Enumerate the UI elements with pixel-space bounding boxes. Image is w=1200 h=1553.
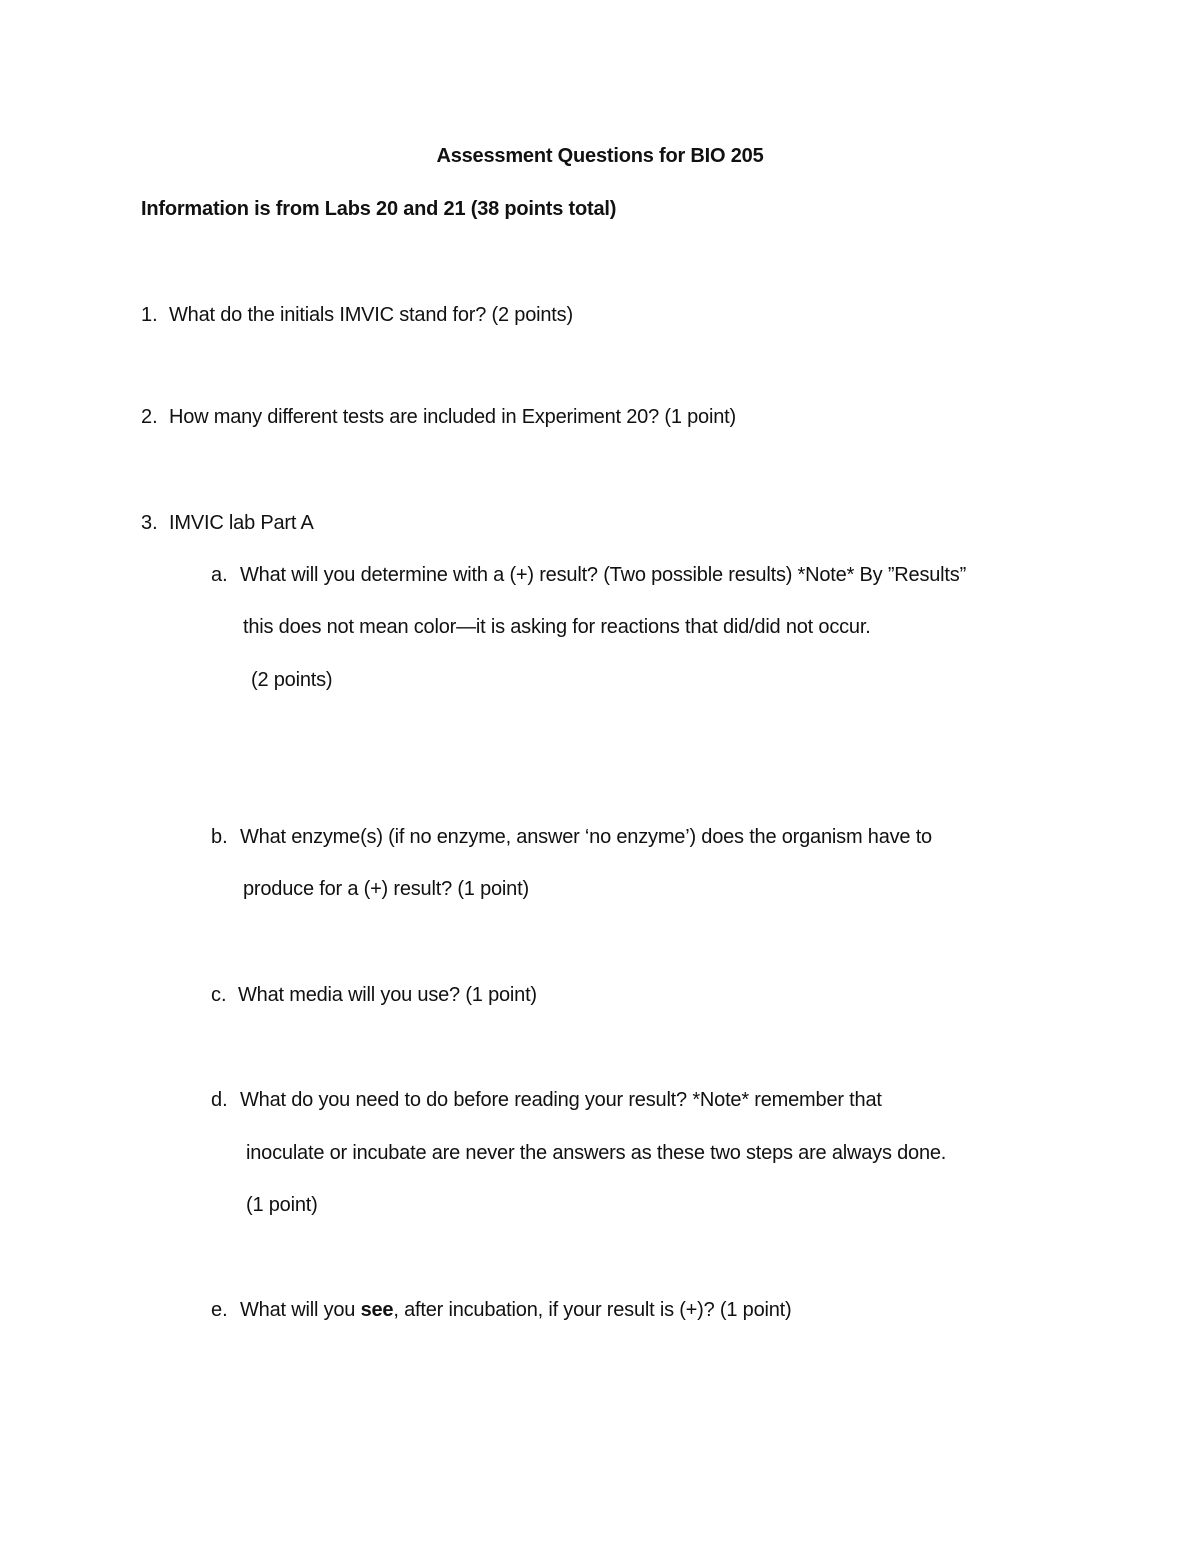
question-number: 3. xyxy=(141,512,158,534)
question-number: 2. xyxy=(141,406,158,428)
subquestion-text: What will you determine with a (+) result? (Two possible results) *Note* By ”Results” xyxy=(240,564,967,586)
page-subtitle: Information is from Labs 20 and 21 (38 points total) xyxy=(141,198,617,220)
subquestion-text-pre: What will you xyxy=(240,1299,361,1321)
subquestion-text: What enzyme(s) (if no enzyme, answer ‘no enzyme’) does the organism have to xyxy=(240,826,932,848)
question-text: How many different tests are included in Experiment 20? (1 point) xyxy=(169,406,736,428)
subquestion-marker: e. xyxy=(211,1299,228,1321)
subquestion-marker: a. xyxy=(211,564,228,586)
subquestion-points: (1 point) xyxy=(246,1194,318,1216)
subquestion-marker: c. xyxy=(211,984,227,1006)
subquestion-text: this does not mean color—it is asking for reactions that did/did not occur. xyxy=(243,616,871,638)
subquestion-marker: b. xyxy=(211,826,228,848)
question-text: IMVIC lab Part A xyxy=(169,512,314,534)
subquestion-text: What do you need to do before reading your result? *Note* remember that xyxy=(240,1089,882,1111)
subquestion-marker: d. xyxy=(211,1089,228,1111)
question-number: 1. xyxy=(141,304,158,326)
subquestion-points: (2 points) xyxy=(251,669,333,691)
subquestion-text: produce for a (+) result? (1 point) xyxy=(243,878,529,900)
subquestion-text-post: , after incubation, if your result is (+)? (1 point) xyxy=(393,1299,792,1321)
subquestion-text xyxy=(240,1298,791,1322)
page-title: Assessment Questions for BIO 205 xyxy=(436,145,764,167)
question-text: What do the initials IMVIC stand for? (2 points) xyxy=(169,304,573,326)
subquestion-text: inoculate or incubate are never the answers as these two steps are always done. xyxy=(246,1142,947,1164)
subquestion-emphasis: see xyxy=(360,1299,394,1321)
subquestion-text: What media will you use? (1 point) xyxy=(238,984,537,1006)
